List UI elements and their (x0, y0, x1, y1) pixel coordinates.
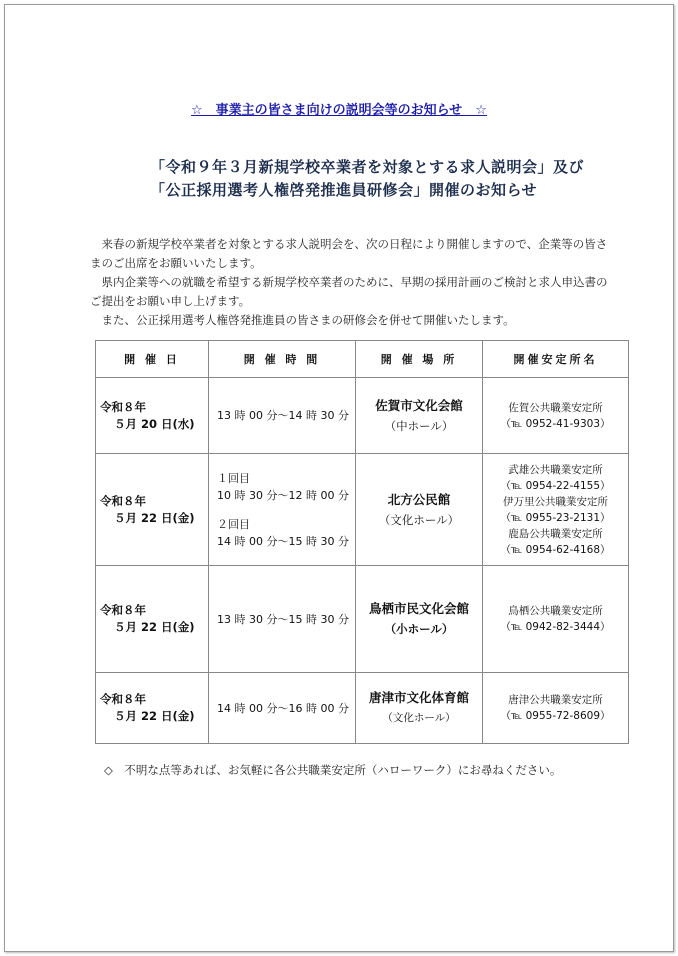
time-range: 10 時 30 分～12 時 00 分 (217, 488, 349, 502)
paragraph: また、公正採用選考人権啓発推進員の皆さまの研修会を併せて開催いたします。 (90, 313, 515, 327)
venue-hall: （中ホール） (384, 418, 454, 433)
date-cell (96, 566, 209, 673)
venue-cell (356, 566, 483, 673)
time-cell (209, 378, 356, 454)
header-time: 開 催 時 間 (209, 341, 356, 378)
time-cell (209, 566, 356, 673)
office-cell (483, 673, 629, 744)
office-tel: （℡ 0942-82-3444） (500, 621, 611, 633)
venue-name: 佐賀市文化会館 (375, 397, 463, 413)
office-cell (483, 454, 629, 566)
session-label: ２回目 (217, 517, 250, 531)
office-name: 鳥栖公共職業安定所 (508, 605, 603, 617)
date-day: ５月 20 日(水) (114, 416, 195, 431)
time-cell (209, 454, 356, 566)
office-tel: （℡ 0954-62-4168） (500, 543, 611, 556)
date-day: ５月 22 日(金) (114, 510, 195, 525)
venue-cell (356, 378, 483, 454)
time-range: 14 時 00 分～16 時 00 分 (217, 701, 349, 715)
office-cell (483, 378, 629, 454)
date-day: ５月 22 日(金) (114, 620, 195, 634)
notice-title (0, 99, 678, 118)
venue-name: 鳥栖市民文化会館 (368, 601, 469, 616)
paragraph: 県内企業等への就職を希望する新規学校卒業者のために、早期の採用計画のご検討と求人申込書のご提出をお願い申し上げます。 (90, 275, 608, 308)
office-name: 佐賀公共職業安定所 (508, 401, 603, 414)
table-row (96, 673, 629, 744)
date-year: 令和８年 (100, 692, 146, 706)
date-year: 令和８年 (100, 399, 146, 414)
office-tel: （℡ 0955-23-2131） (500, 511, 611, 524)
header-office: 開催安定所名 (483, 341, 629, 378)
intro-text (90, 235, 610, 330)
venue-cell (356, 673, 483, 744)
date-cell (96, 673, 209, 744)
heading-line-2: 「公正採用選考人権啓発推進員研修会」開催のお知らせ (150, 181, 538, 199)
schedule-table (95, 340, 629, 744)
office-cell (483, 566, 629, 673)
venue-name: 唐津市文化体育館 (368, 690, 469, 705)
date-cell (96, 454, 209, 566)
office-name: 武雄公共職業安定所 (508, 463, 603, 476)
office-tel: （℡ 0954-22-4155） (500, 479, 611, 492)
office-tel: （℡ 0952-41-9303） (500, 417, 611, 430)
venue-name: 北方公民館 (387, 491, 451, 507)
date-day: ５月 22 日(金) (114, 709, 195, 723)
footer-note: ◇ 不明な点等あれば、お気軽に各公共職業安定所（ハローワーク）にお尋ねください。 (104, 763, 562, 777)
date-year: 令和８年 (100, 493, 146, 508)
session-label: １回目 (217, 471, 250, 485)
venue-hall: （文化ホール） (382, 712, 456, 724)
notice-title-text: ☆ 事業主の皆さま向けの説明会等のお知らせ ☆ (191, 103, 487, 118)
office-tel: （℡ 0955-72-8609） (500, 710, 611, 722)
venue-hall: （文化ホール） (378, 512, 460, 527)
venue-cell (356, 454, 483, 566)
date-cell (96, 378, 209, 454)
table-row (96, 566, 629, 673)
office-name: 唐津公共職業安定所 (508, 694, 603, 706)
paragraph: 来春の新規学校卒業者を対象とする求人説明会を、次の日程により開催しますので、企業等の皆さまのご出席をお願いいたします。 (90, 237, 608, 270)
time-range: 13 時 00 分～14 時 30 分 (217, 409, 349, 422)
heading-line-1: 「令和９年３月新規学校卒業者を対象とする求人説明会」及び (150, 158, 585, 176)
header-date: 開 催 日 (96, 341, 209, 378)
venue-hall: （小ホール） (384, 622, 454, 636)
time-range: 13 時 30 分～15 時 30 分 (217, 612, 349, 626)
time-range: 14 時 00 分～15 時 30 分 (217, 534, 349, 548)
office-name: 鹿島公共職業安定所 (508, 527, 603, 540)
date-year: 令和８年 (100, 603, 146, 617)
office-name: 伊万里公共職業安定所 (503, 495, 608, 508)
table-row (96, 454, 629, 566)
table-row (96, 378, 629, 454)
table-header-row (96, 341, 629, 378)
header-venue: 開 催 場 所 (356, 341, 483, 378)
time-cell (209, 673, 356, 744)
